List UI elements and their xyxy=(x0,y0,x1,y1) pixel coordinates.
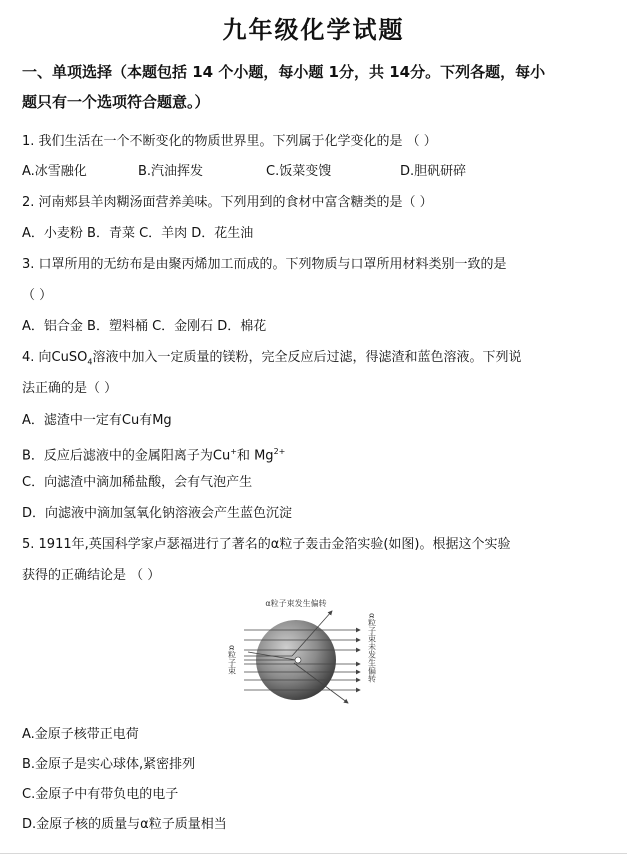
q5-option-b: B.金原子是实心球体,紧密排列 xyxy=(22,757,196,772)
q2-options: A．小麦粉 B．青菜 C．羊肉 D．花生油 xyxy=(22,226,254,241)
q5-option-c: C.金原子中有带负电的电子 xyxy=(22,787,179,802)
q4-stem-line-2: 法正确的是（ ） xyxy=(22,381,118,396)
q4-stem-line-1: 4. 向CuSO$_4$溶液中加入一定质量的镁粉，完全反应后过滤，得滤渣和蓝色溶液。下列说 xyxy=(22,350,522,367)
q2-stem: 2. 河南郏县羊肉糊汤面营养美味。下列用到的食材中富含糖类的是（ ） xyxy=(22,195,433,210)
page-title: 九年级化学试题 xyxy=(222,15,405,44)
q1-option-a: A.冰雪融化 xyxy=(22,164,87,179)
q3-options: A．铝合金 B．塑料桶 C．金刚石 D．棉花 xyxy=(22,319,267,334)
alpha-scattering-figure xyxy=(222,597,384,715)
nucleus-dot xyxy=(295,657,301,663)
section-heading-line-1: 一、单项选择（本题包括 14 个小题，每小题 1分，共 14分。下列各题，每小 xyxy=(22,63,546,81)
q1-option-d: D.胆矾研碎 xyxy=(400,164,467,179)
q3-stem-line-1: 3. 口罩所用的无纺布是由聚丙烯加工而成的。下列物质与口罩所用材料类别一致的是 xyxy=(22,257,507,272)
q4-option-b: B．反应后滤液中的金属阳离子为Cu+和 $Mg^{2+}$ xyxy=(22,447,286,464)
q1-options xyxy=(22,163,466,181)
q5-option-d: D.金原子核的质量与α粒子质量相当 xyxy=(22,817,227,832)
q4-option-a: A．滤渣中一定有Cu有Mg xyxy=(22,413,172,428)
q3-stem-line-2: （ ） xyxy=(22,288,53,303)
alpha-scattering-diagram xyxy=(222,597,384,715)
q1-option-b: B.汽油挥发 xyxy=(138,164,204,179)
q5-stem-line-2: 获得的正确结论是 （ ） xyxy=(22,568,161,583)
q1-option-c: C.饭菜变馊 xyxy=(266,164,332,179)
figure-left-label: α粒子束 xyxy=(227,645,237,675)
q5-stem-line-1: 5. 1911年,英国科学家卢瑟福进行了著名的α粒子轰击金箔实验(如图)。根据这个实验 xyxy=(22,537,511,552)
figure-right-label: α粒子束未发生偏转 xyxy=(367,613,377,683)
q1-stem: 1. 我们生活在一个不断变化的物质世界里。下列属于化学变化的是 （ ） xyxy=(22,134,437,149)
q5-option-a: A.金原子核带正电荷 xyxy=(22,727,139,742)
section-heading-line-2: 题只有一个选项符合题意。） xyxy=(22,93,210,111)
q4-option-c: C．向滤渣中滴加稀盐酸，会有气泡产生 xyxy=(22,475,253,490)
figure-top-label: α粒子束发生偏转 xyxy=(265,599,327,608)
q4-option-d: D．向滤液中滴加氢氧化钠溶液会产生蓝色沉淀 xyxy=(22,506,293,521)
